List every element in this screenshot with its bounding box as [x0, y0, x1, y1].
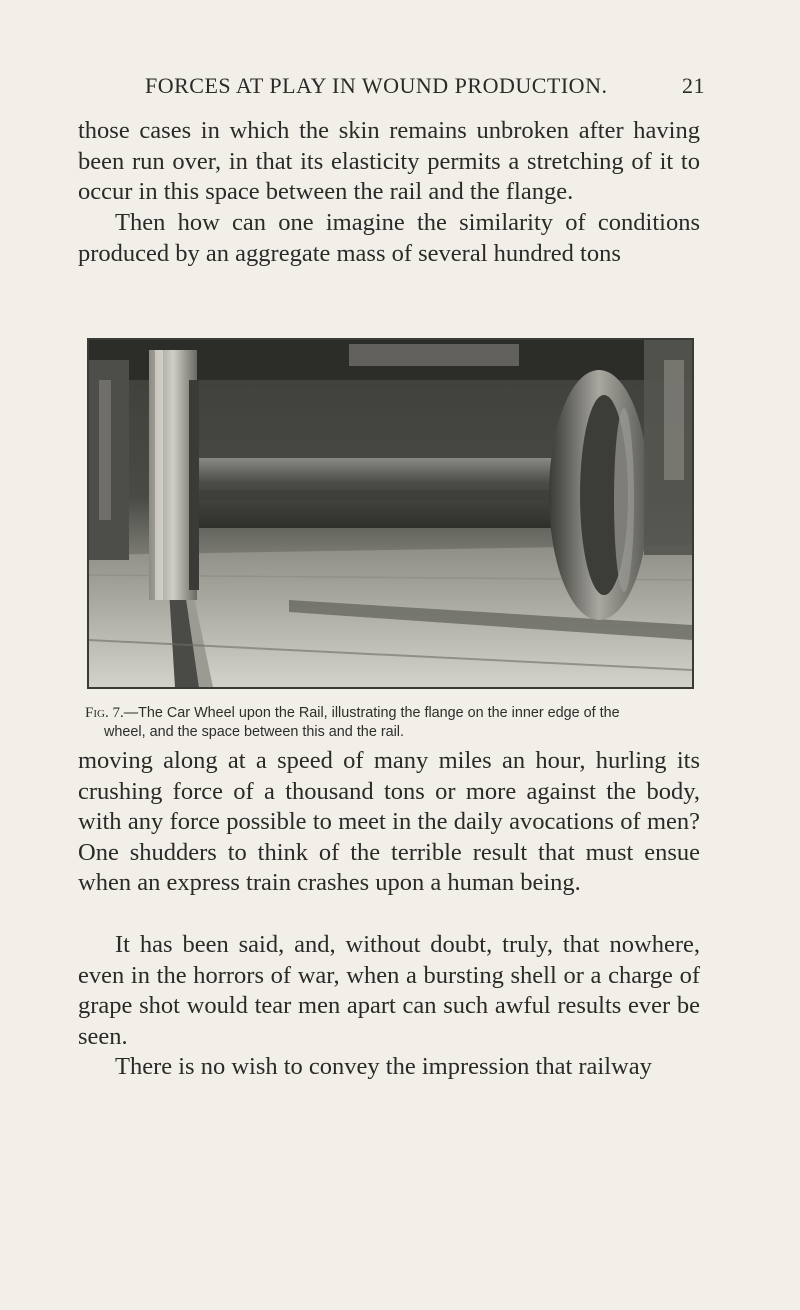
- paragraph-3: moving along at a speed of many miles an hour, hurling its crushing force of a thousand tons or more against the body, with any force possible to meet in the daily avocations of men? One shudders to think of the terrible result that must ensue when an express train crashes upon a human being.: [78, 747, 700, 897]
- figure-photo-car-wheel-on-rail: [87, 338, 694, 689]
- caption-line-1: —The Car Wheel upon the Rail, illustrating the flange on the inner edge of the: [123, 705, 620, 721]
- caption-line-2: wheel, and the space between this and the rail.: [104, 724, 405, 740]
- paragraph-1: those cases in which the skin remains unbroken after having been run over, in that its elasticity permits a stretching of it to occur in this space between the rail and the flange.: [78, 117, 700, 206]
- figure-caption: [85, 704, 715, 742]
- figure-label: Fig. 7.: [85, 705, 124, 721]
- paragraph-4: It has been said, and, without doubt, truly, that nowhere, even in the horrors of war, when a bursting shell or a charge of grape shot would tear men apart can such awful results ever be seen.: [78, 931, 700, 1050]
- header-title: FORCES AT PLAY IN WOUND PRODUCTION.: [145, 73, 608, 98]
- paragraph-2: Then how can one imagine the similarity of conditions produced by an aggregate mass of several hundred tons: [78, 209, 700, 267]
- paragraph-5: There is no wish to convey the impression that railway: [115, 1053, 652, 1080]
- car-wheel-photo: [89, 340, 692, 687]
- running-header: [145, 73, 705, 99]
- page-number: 21: [682, 73, 705, 98]
